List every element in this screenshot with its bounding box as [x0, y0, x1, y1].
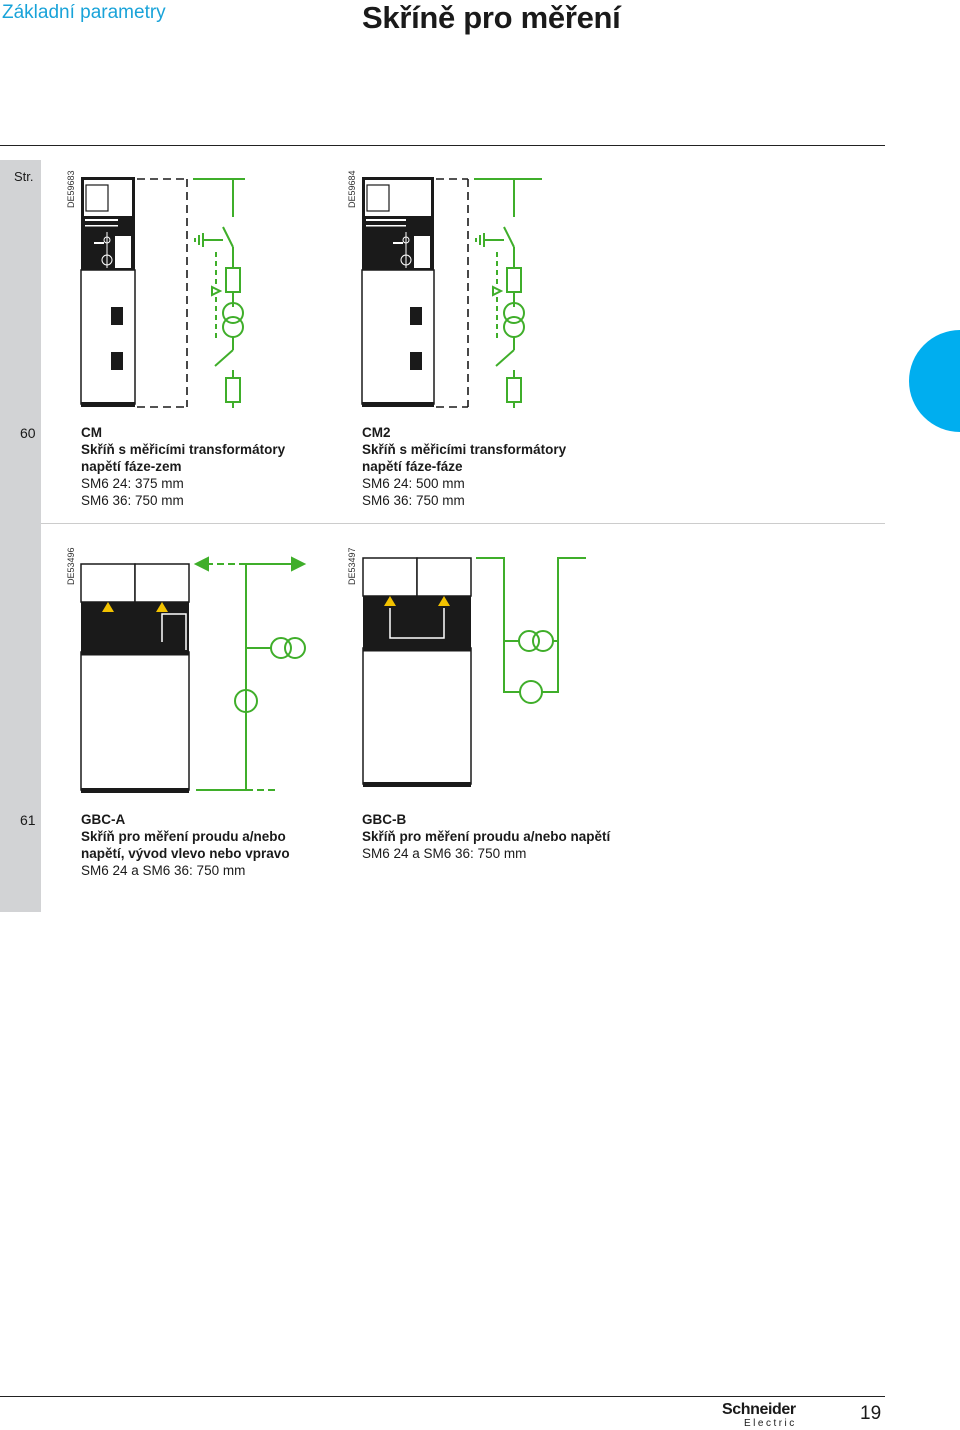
page-title: Skříně pro měření — [362, 0, 621, 35]
item-dim: SM6 24: 375 mm — [81, 476, 184, 491]
item-dim: SM6 24 a SM6 36: 750 mm — [81, 863, 246, 878]
page-number: 19 — [860, 1403, 882, 1424]
item-desc: Skříň s měřicími transformátory — [81, 442, 286, 457]
brand-sub: Electric — [744, 1418, 797, 1429]
section-title: Základní parametry — [2, 2, 166, 23]
row-rule — [41, 523, 885, 524]
cm-caption — [81, 424, 285, 509]
item-dim: SM6 24 a SM6 36: 750 mm — [362, 846, 527, 861]
gbc-b-cabinet-drawing — [358, 552, 598, 797]
drawing-code: DE53497 — [347, 547, 357, 585]
drawing-code: DE53496 — [66, 547, 76, 585]
item-desc: napětí fáze-fáze — [362, 459, 463, 474]
gbc-b-caption — [362, 811, 610, 862]
chapter-tab[interactable] — [909, 330, 960, 432]
gbc-a-cabinet-drawing — [76, 552, 316, 797]
page-column — [0, 160, 41, 912]
item-desc: Skříň s měřicími transformátory — [362, 442, 567, 457]
cm-cabinet-drawing — [75, 172, 275, 412]
brand-name: Schneider — [722, 1401, 796, 1418]
page-ref-60: 60 — [20, 425, 36, 441]
str-label: Str. — [14, 169, 34, 184]
cm2-cabinet-drawing — [356, 172, 556, 412]
cabinet-body — [81, 270, 135, 404]
drawing-code: DE59683 — [66, 170, 76, 208]
item-dim: SM6 36: 750 mm — [362, 493, 465, 508]
item-dim: SM6 24: 500 mm — [362, 476, 465, 491]
footer-rule — [0, 1396, 885, 1397]
drawing-code: DE59684 — [347, 170, 357, 208]
item-name: CM — [81, 425, 102, 440]
item-name: CM2 — [362, 425, 391, 440]
page-ref-61: 61 — [20, 812, 36, 828]
item-desc: Skříň pro měření proudu a/nebo napětí — [362, 829, 611, 844]
item-desc: Skříň pro měření proudu a/nebo — [81, 829, 286, 844]
item-name: GBC-B — [362, 812, 407, 827]
header-rule — [0, 145, 885, 146]
gbc-a-caption — [81, 811, 290, 879]
brand-logo — [722, 1402, 797, 1429]
item-desc: napětí, vývod vlevo nebo vpravo — [81, 846, 290, 861]
item-dim: SM6 36: 750 mm — [81, 493, 184, 508]
item-desc: napětí fáze-zem — [81, 459, 182, 474]
cm2-caption — [362, 424, 566, 509]
item-name: GBC-A — [81, 812, 126, 827]
